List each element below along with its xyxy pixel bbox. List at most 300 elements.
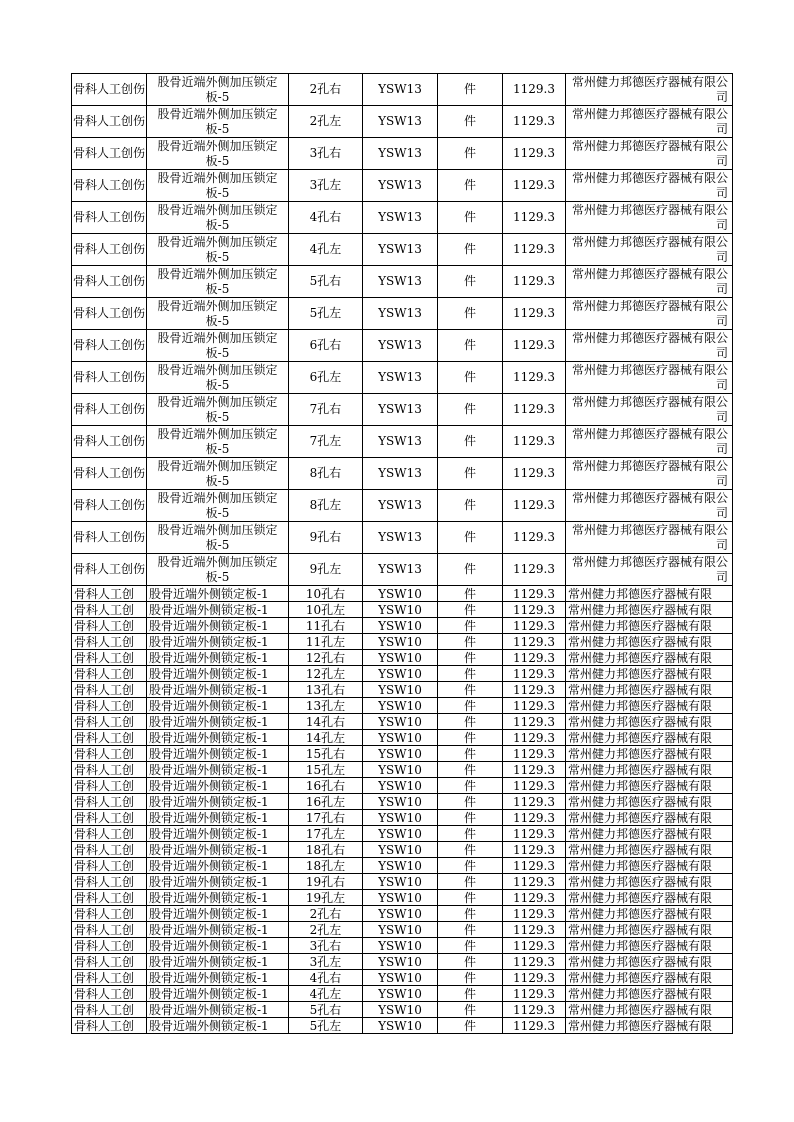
manufacturer-cell: 常州健力邦德医疗器械有限 bbox=[566, 890, 733, 906]
price-cell: 1129.3 bbox=[503, 362, 566, 394]
spec-cell: 16孔右 bbox=[289, 778, 363, 794]
product-name-cell: 股骨近端外侧加压锁定板-5 bbox=[147, 234, 289, 266]
spec-cell: 4孔左 bbox=[289, 986, 363, 1002]
price-cell: 1129.3 bbox=[503, 970, 566, 986]
category-cell: 骨科人工创 bbox=[72, 634, 147, 650]
product-name-cell: 股骨近端外侧锁定板-1 bbox=[147, 874, 289, 890]
manufacturer-cell: 常州健力邦德医疗器械有限 bbox=[566, 858, 733, 874]
unit-cell: 件 bbox=[438, 634, 503, 650]
table-row bbox=[72, 986, 733, 1002]
spec-cell: 17孔左 bbox=[289, 826, 363, 842]
category-cell: 骨科人工创伤 bbox=[72, 234, 147, 266]
product-name-cell: 股骨近端外侧锁定板-1 bbox=[147, 938, 289, 954]
product-name-cell: 股骨近端外侧锁定板-1 bbox=[147, 714, 289, 730]
model-cell: YSW13 bbox=[363, 330, 438, 362]
product-name-cell: 股骨近端外侧锁定板-1 bbox=[147, 890, 289, 906]
spec-cell: 6孔左 bbox=[289, 362, 363, 394]
spec-cell: 6孔右 bbox=[289, 330, 363, 362]
category-cell: 骨科人工创 bbox=[72, 938, 147, 954]
table-row bbox=[72, 906, 733, 922]
table-row bbox=[72, 634, 733, 650]
product-name-cell: 股骨近端外侧锁定板-1 bbox=[147, 1002, 289, 1018]
category-cell: 骨科人工创伤 bbox=[72, 522, 147, 554]
spec-cell: 8孔右 bbox=[289, 458, 363, 490]
unit-cell: 件 bbox=[438, 778, 503, 794]
manufacturer-cell: 常州健力邦德医疗器械有限公司 bbox=[566, 202, 733, 234]
category-cell: 骨科人工创 bbox=[72, 602, 147, 618]
category-cell: 骨科人工创伤 bbox=[72, 170, 147, 202]
manufacturer-cell: 常州健力邦德医疗器械有限 bbox=[566, 1018, 733, 1034]
table-row bbox=[72, 170, 733, 202]
spec-cell: 5孔左 bbox=[289, 1018, 363, 1034]
unit-cell: 件 bbox=[438, 730, 503, 746]
product-name-cell: 股骨近端外侧加压锁定板-5 bbox=[147, 202, 289, 234]
spec-cell: 14孔左 bbox=[289, 730, 363, 746]
model-cell: YSW10 bbox=[363, 826, 438, 842]
unit-cell: 件 bbox=[438, 490, 503, 522]
product-name-cell: 股骨近端外侧锁定板-1 bbox=[147, 1018, 289, 1034]
category-cell: 骨科人工创 bbox=[72, 618, 147, 634]
category-cell: 骨科人工创 bbox=[72, 826, 147, 842]
manufacturer-cell: 常州健力邦德医疗器械有限公司 bbox=[566, 426, 733, 458]
unit-cell: 件 bbox=[438, 394, 503, 426]
table-row bbox=[72, 938, 733, 954]
table-row bbox=[72, 266, 733, 298]
model-cell: YSW10 bbox=[363, 618, 438, 634]
model-cell: YSW13 bbox=[363, 106, 438, 138]
spec-cell: 2孔右 bbox=[289, 74, 363, 106]
model-cell: YSW10 bbox=[363, 874, 438, 890]
spec-cell: 3孔右 bbox=[289, 138, 363, 170]
category-cell: 骨科人工创 bbox=[72, 874, 147, 890]
table-row bbox=[72, 826, 733, 842]
model-cell: YSW13 bbox=[363, 394, 438, 426]
price-cell: 1129.3 bbox=[503, 810, 566, 826]
table-row bbox=[72, 778, 733, 794]
table-row bbox=[72, 650, 733, 666]
unit-cell: 件 bbox=[438, 906, 503, 922]
unit-cell: 件 bbox=[438, 362, 503, 394]
table-row bbox=[72, 602, 733, 618]
spec-cell: 8孔左 bbox=[289, 490, 363, 522]
manufacturer-cell: 常州健力邦德医疗器械有限公司 bbox=[566, 458, 733, 490]
price-cell: 1129.3 bbox=[503, 634, 566, 650]
table-row bbox=[72, 874, 733, 890]
table-row bbox=[72, 1018, 733, 1034]
price-cell: 1129.3 bbox=[503, 986, 566, 1002]
product-price-table bbox=[71, 73, 733, 1034]
category-cell: 骨科人工创伤 bbox=[72, 362, 147, 394]
category-cell: 骨科人工创 bbox=[72, 794, 147, 810]
table-row bbox=[72, 698, 733, 714]
price-cell: 1129.3 bbox=[503, 794, 566, 810]
category-cell: 骨科人工创 bbox=[72, 970, 147, 986]
price-cell: 1129.3 bbox=[503, 266, 566, 298]
manufacturer-cell: 常州健力邦德医疗器械有限公司 bbox=[566, 170, 733, 202]
category-cell: 骨科人工创 bbox=[72, 762, 147, 778]
model-cell: YSW13 bbox=[363, 362, 438, 394]
price-cell: 1129.3 bbox=[503, 170, 566, 202]
spec-cell: 18孔右 bbox=[289, 842, 363, 858]
category-cell: 骨科人工创 bbox=[72, 1018, 147, 1034]
category-cell: 骨科人工创 bbox=[72, 890, 147, 906]
spec-cell: 11孔右 bbox=[289, 618, 363, 634]
product-name-cell: 股骨近端外侧加压锁定板-5 bbox=[147, 138, 289, 170]
product-name-cell: 股骨近端外侧锁定板-1 bbox=[147, 778, 289, 794]
table-row bbox=[72, 714, 733, 730]
model-cell: YSW10 bbox=[363, 762, 438, 778]
manufacturer-cell: 常州健力邦德医疗器械有限 bbox=[566, 634, 733, 650]
product-name-cell: 股骨近端外侧加压锁定板-5 bbox=[147, 426, 289, 458]
unit-cell: 件 bbox=[438, 138, 503, 170]
table-row bbox=[72, 1002, 733, 1018]
price-cell: 1129.3 bbox=[503, 394, 566, 426]
category-cell: 骨科人工创伤 bbox=[72, 266, 147, 298]
product-name-cell: 股骨近端外侧加压锁定板-5 bbox=[147, 554, 289, 586]
table-row bbox=[72, 554, 733, 586]
manufacturer-cell: 常州健力邦德医疗器械有限 bbox=[566, 1002, 733, 1018]
product-name-cell: 股骨近端外侧锁定板-1 bbox=[147, 954, 289, 970]
spec-cell: 4孔右 bbox=[289, 202, 363, 234]
model-cell: YSW13 bbox=[363, 522, 438, 554]
spec-cell: 10孔左 bbox=[289, 602, 363, 618]
model-cell: YSW10 bbox=[363, 1018, 438, 1034]
category-cell: 骨科人工创 bbox=[72, 650, 147, 666]
unit-cell: 件 bbox=[438, 698, 503, 714]
manufacturer-cell: 常州健力邦德医疗器械有限公司 bbox=[566, 298, 733, 330]
price-cell: 1129.3 bbox=[503, 714, 566, 730]
manufacturer-cell: 常州健力邦德医疗器械有限 bbox=[566, 986, 733, 1002]
product-name-cell: 股骨近端外侧锁定板-1 bbox=[147, 618, 289, 634]
price-cell: 1129.3 bbox=[503, 330, 566, 362]
product-name-cell: 股骨近端外侧锁定板-1 bbox=[147, 842, 289, 858]
spec-cell: 13孔右 bbox=[289, 682, 363, 698]
product-name-cell: 股骨近端外侧锁定板-1 bbox=[147, 826, 289, 842]
unit-cell: 件 bbox=[438, 714, 503, 730]
product-name-cell: 股骨近端外侧加压锁定板-5 bbox=[147, 74, 289, 106]
spec-cell: 2孔右 bbox=[289, 906, 363, 922]
table-row bbox=[72, 362, 733, 394]
category-cell: 骨科人工创 bbox=[72, 682, 147, 698]
manufacturer-cell: 常州健力邦德医疗器械有限 bbox=[566, 794, 733, 810]
price-cell: 1129.3 bbox=[503, 858, 566, 874]
category-cell: 骨科人工创 bbox=[72, 586, 147, 602]
model-cell: YSW10 bbox=[363, 858, 438, 874]
product-name-cell: 股骨近端外侧加压锁定板-5 bbox=[147, 170, 289, 202]
category-cell: 骨科人工创 bbox=[72, 922, 147, 938]
model-cell: YSW10 bbox=[363, 746, 438, 762]
unit-cell: 件 bbox=[438, 602, 503, 618]
model-cell: YSW13 bbox=[363, 234, 438, 266]
price-cell: 1129.3 bbox=[503, 826, 566, 842]
unit-cell: 件 bbox=[438, 426, 503, 458]
spec-cell: 4孔左 bbox=[289, 234, 363, 266]
price-cell: 1129.3 bbox=[503, 730, 566, 746]
unit-cell: 件 bbox=[438, 858, 503, 874]
price-cell: 1129.3 bbox=[503, 778, 566, 794]
product-name-cell: 股骨近端外侧加压锁定板-5 bbox=[147, 266, 289, 298]
unit-cell: 件 bbox=[438, 874, 503, 890]
spec-cell: 18孔左 bbox=[289, 858, 363, 874]
product-name-cell: 股骨近端外侧锁定板-1 bbox=[147, 810, 289, 826]
manufacturer-cell: 常州健力邦德医疗器械有限公司 bbox=[566, 490, 733, 522]
manufacturer-cell: 常州健力邦德医疗器械有限公司 bbox=[566, 554, 733, 586]
spec-cell: 17孔右 bbox=[289, 810, 363, 826]
model-cell: YSW10 bbox=[363, 602, 438, 618]
product-name-cell: 股骨近端外侧加压锁定板-5 bbox=[147, 458, 289, 490]
unit-cell: 件 bbox=[438, 650, 503, 666]
manufacturer-cell: 常州健力邦德医疗器械有限公司 bbox=[566, 330, 733, 362]
product-name-cell: 股骨近端外侧锁定板-1 bbox=[147, 794, 289, 810]
category-cell: 骨科人工创 bbox=[72, 906, 147, 922]
table-row bbox=[72, 794, 733, 810]
model-cell: YSW10 bbox=[363, 794, 438, 810]
table-row bbox=[72, 746, 733, 762]
manufacturer-cell: 常州健力邦德医疗器械有限 bbox=[566, 826, 733, 842]
model-cell: YSW10 bbox=[363, 842, 438, 858]
price-cell: 1129.3 bbox=[503, 234, 566, 266]
table-row bbox=[72, 490, 733, 522]
price-cell: 1129.3 bbox=[503, 874, 566, 890]
manufacturer-cell: 常州健力邦德医疗器械有限 bbox=[566, 698, 733, 714]
model-cell: YSW10 bbox=[363, 922, 438, 938]
unit-cell: 件 bbox=[438, 266, 503, 298]
unit-cell: 件 bbox=[438, 938, 503, 954]
unit-cell: 件 bbox=[438, 794, 503, 810]
price-cell: 1129.3 bbox=[503, 618, 566, 634]
category-cell: 骨科人工创 bbox=[72, 746, 147, 762]
model-cell: YSW10 bbox=[363, 810, 438, 826]
unit-cell: 件 bbox=[438, 922, 503, 938]
spec-cell: 10孔右 bbox=[289, 586, 363, 602]
price-cell: 1129.3 bbox=[503, 666, 566, 682]
price-cell: 1129.3 bbox=[503, 298, 566, 330]
model-cell: YSW10 bbox=[363, 890, 438, 906]
category-cell: 骨科人工创 bbox=[72, 698, 147, 714]
category-cell: 骨科人工创伤 bbox=[72, 490, 147, 522]
category-cell: 骨科人工创 bbox=[72, 778, 147, 794]
table-row bbox=[72, 298, 733, 330]
manufacturer-cell: 常州健力邦德医疗器械有限公司 bbox=[566, 266, 733, 298]
spec-cell: 12孔右 bbox=[289, 650, 363, 666]
model-cell: YSW13 bbox=[363, 490, 438, 522]
category-cell: 骨科人工创伤 bbox=[72, 202, 147, 234]
category-cell: 骨科人工创伤 bbox=[72, 458, 147, 490]
table-body bbox=[72, 74, 733, 1034]
model-cell: YSW10 bbox=[363, 698, 438, 714]
spec-cell: 12孔左 bbox=[289, 666, 363, 682]
price-cell: 1129.3 bbox=[503, 762, 566, 778]
price-cell: 1129.3 bbox=[503, 1018, 566, 1034]
price-cell: 1129.3 bbox=[503, 426, 566, 458]
unit-cell: 件 bbox=[438, 202, 503, 234]
unit-cell: 件 bbox=[438, 586, 503, 602]
price-cell: 1129.3 bbox=[503, 682, 566, 698]
product-name-cell: 股骨近端外侧锁定板-1 bbox=[147, 586, 289, 602]
category-cell: 骨科人工创 bbox=[72, 666, 147, 682]
price-cell: 1129.3 bbox=[503, 106, 566, 138]
category-cell: 骨科人工创伤 bbox=[72, 106, 147, 138]
table-row bbox=[72, 810, 733, 826]
product-name-cell: 股骨近端外侧锁定板-1 bbox=[147, 698, 289, 714]
price-cell: 1129.3 bbox=[503, 554, 566, 586]
product-name-cell: 股骨近端外侧加压锁定板-5 bbox=[147, 490, 289, 522]
spec-cell: 5孔右 bbox=[289, 266, 363, 298]
price-cell: 1129.3 bbox=[503, 1002, 566, 1018]
price-cell: 1129.3 bbox=[503, 698, 566, 714]
spec-cell: 2孔左 bbox=[289, 106, 363, 138]
model-cell: YSW10 bbox=[363, 650, 438, 666]
table-row bbox=[72, 890, 733, 906]
category-cell: 骨科人工创 bbox=[72, 842, 147, 858]
price-cell: 1129.3 bbox=[503, 202, 566, 234]
price-cell: 1129.3 bbox=[503, 522, 566, 554]
spec-cell: 4孔右 bbox=[289, 970, 363, 986]
price-cell: 1129.3 bbox=[503, 74, 566, 106]
manufacturer-cell: 常州健力邦德医疗器械有限 bbox=[566, 970, 733, 986]
table-row bbox=[72, 330, 733, 362]
table-row bbox=[72, 954, 733, 970]
price-cell: 1129.3 bbox=[503, 922, 566, 938]
table-row bbox=[72, 666, 733, 682]
table-row bbox=[72, 138, 733, 170]
unit-cell: 件 bbox=[438, 986, 503, 1002]
model-cell: YSW13 bbox=[363, 426, 438, 458]
spec-cell: 19孔左 bbox=[289, 890, 363, 906]
product-name-cell: 股骨近端外侧锁定板-1 bbox=[147, 858, 289, 874]
price-cell: 1129.3 bbox=[503, 938, 566, 954]
product-name-cell: 股骨近端外侧加压锁定板-5 bbox=[147, 522, 289, 554]
unit-cell: 件 bbox=[438, 522, 503, 554]
category-cell: 骨科人工创 bbox=[72, 954, 147, 970]
table-row bbox=[72, 970, 733, 986]
table-row bbox=[72, 922, 733, 938]
spec-cell: 7孔左 bbox=[289, 426, 363, 458]
category-cell: 骨科人工创伤 bbox=[72, 330, 147, 362]
manufacturer-cell: 常州健力邦德医疗器械有限 bbox=[566, 938, 733, 954]
price-cell: 1129.3 bbox=[503, 890, 566, 906]
spec-cell: 5孔右 bbox=[289, 1002, 363, 1018]
category-cell: 骨科人工创伤 bbox=[72, 298, 147, 330]
model-cell: YSW13 bbox=[363, 298, 438, 330]
unit-cell: 件 bbox=[438, 666, 503, 682]
table-row bbox=[72, 522, 733, 554]
unit-cell: 件 bbox=[438, 810, 503, 826]
product-name-cell: 股骨近端外侧锁定板-1 bbox=[147, 730, 289, 746]
product-name-cell: 股骨近端外侧锁定板-1 bbox=[147, 922, 289, 938]
product-name-cell: 股骨近端外侧锁定板-1 bbox=[147, 746, 289, 762]
product-name-cell: 股骨近端外侧锁定板-1 bbox=[147, 970, 289, 986]
spec-cell: 9孔右 bbox=[289, 522, 363, 554]
model-cell: YSW13 bbox=[363, 458, 438, 490]
model-cell: YSW10 bbox=[363, 986, 438, 1002]
category-cell: 骨科人工创 bbox=[72, 858, 147, 874]
model-cell: YSW10 bbox=[363, 906, 438, 922]
manufacturer-cell: 常州健力邦德医疗器械有限 bbox=[566, 874, 733, 890]
manufacturer-cell: 常州健力邦德医疗器械有限 bbox=[566, 602, 733, 618]
manufacturer-cell: 常州健力邦德医疗器械有限公司 bbox=[566, 522, 733, 554]
product-name-cell: 股骨近端外侧锁定板-1 bbox=[147, 986, 289, 1002]
spec-cell: 3孔右 bbox=[289, 938, 363, 954]
table-row bbox=[72, 858, 733, 874]
manufacturer-cell: 常州健力邦德医疗器械有限公司 bbox=[566, 74, 733, 106]
model-cell: YSW13 bbox=[363, 138, 438, 170]
category-cell: 骨科人工创伤 bbox=[72, 74, 147, 106]
product-name-cell: 股骨近端外侧锁定板-1 bbox=[147, 762, 289, 778]
model-cell: YSW10 bbox=[363, 666, 438, 682]
spec-cell: 13孔左 bbox=[289, 698, 363, 714]
spec-cell: 11孔左 bbox=[289, 634, 363, 650]
model-cell: YSW10 bbox=[363, 634, 438, 650]
price-cell: 1129.3 bbox=[503, 586, 566, 602]
category-cell: 骨科人工创 bbox=[72, 730, 147, 746]
category-cell: 骨科人工创 bbox=[72, 714, 147, 730]
model-cell: YSW10 bbox=[363, 730, 438, 746]
product-name-cell: 股骨近端外侧锁定板-1 bbox=[147, 682, 289, 698]
category-cell: 骨科人工创伤 bbox=[72, 426, 147, 458]
table-row bbox=[72, 682, 733, 698]
table-row bbox=[72, 842, 733, 858]
product-name-cell: 股骨近端外侧加压锁定板-5 bbox=[147, 330, 289, 362]
unit-cell: 件 bbox=[438, 746, 503, 762]
unit-cell: 件 bbox=[438, 330, 503, 362]
manufacturer-cell: 常州健力邦德医疗器械有限 bbox=[566, 730, 733, 746]
manufacturer-cell: 常州健力邦德医疗器械有限 bbox=[566, 586, 733, 602]
spec-cell: 9孔左 bbox=[289, 554, 363, 586]
unit-cell: 件 bbox=[438, 970, 503, 986]
unit-cell: 件 bbox=[438, 298, 503, 330]
unit-cell: 件 bbox=[438, 890, 503, 906]
table-row bbox=[72, 762, 733, 778]
unit-cell: 件 bbox=[438, 682, 503, 698]
unit-cell: 件 bbox=[438, 826, 503, 842]
manufacturer-cell: 常州健力邦德医疗器械有限 bbox=[566, 746, 733, 762]
manufacturer-cell: 常州健力邦德医疗器械有限 bbox=[566, 906, 733, 922]
model-cell: YSW13 bbox=[363, 266, 438, 298]
product-name-cell: 股骨近端外侧加压锁定板-5 bbox=[147, 362, 289, 394]
spec-cell: 3孔左 bbox=[289, 954, 363, 970]
unit-cell: 件 bbox=[438, 954, 503, 970]
product-name-cell: 股骨近端外侧加压锁定板-5 bbox=[147, 106, 289, 138]
unit-cell: 件 bbox=[438, 554, 503, 586]
spec-cell: 7孔右 bbox=[289, 394, 363, 426]
product-name-cell: 股骨近端外侧锁定板-1 bbox=[147, 602, 289, 618]
unit-cell: 件 bbox=[438, 74, 503, 106]
table-row bbox=[72, 394, 733, 426]
manufacturer-cell: 常州健力邦德医疗器械有限公司 bbox=[566, 138, 733, 170]
model-cell: YSW10 bbox=[363, 682, 438, 698]
table-row bbox=[72, 458, 733, 490]
spec-cell: 19孔右 bbox=[289, 874, 363, 890]
table-row bbox=[72, 618, 733, 634]
model-cell: YSW10 bbox=[363, 1002, 438, 1018]
manufacturer-cell: 常州健力邦德医疗器械有限公司 bbox=[566, 362, 733, 394]
model-cell: YSW10 bbox=[363, 970, 438, 986]
manufacturer-cell: 常州健力邦德医疗器械有限 bbox=[566, 666, 733, 682]
price-cell: 1129.3 bbox=[503, 650, 566, 666]
table-row bbox=[72, 74, 733, 106]
table-row bbox=[72, 586, 733, 602]
price-cell: 1129.3 bbox=[503, 138, 566, 170]
model-cell: YSW10 bbox=[363, 586, 438, 602]
spec-cell: 2孔左 bbox=[289, 922, 363, 938]
category-cell: 骨科人工创 bbox=[72, 1002, 147, 1018]
unit-cell: 件 bbox=[438, 842, 503, 858]
manufacturer-cell: 常州健力邦德医疗器械有限 bbox=[566, 954, 733, 970]
manufacturer-cell: 常州健力邦德医疗器械有限 bbox=[566, 842, 733, 858]
product-name-cell: 股骨近端外侧加压锁定板-5 bbox=[147, 298, 289, 330]
manufacturer-cell: 常州健力邦德医疗器械有限 bbox=[566, 762, 733, 778]
